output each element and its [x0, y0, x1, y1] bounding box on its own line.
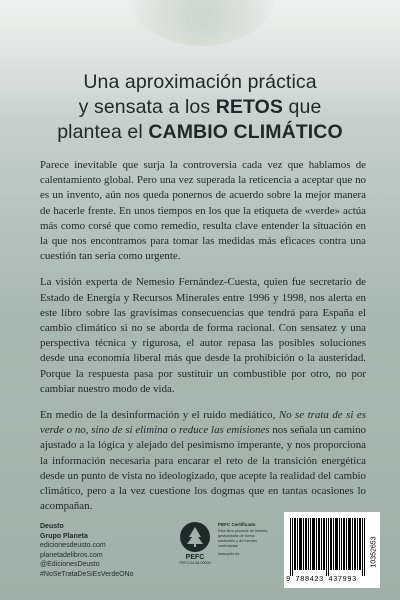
publisher-info [40, 522, 170, 580]
headline-cambio-climatico: CAMBIO CLIMÁTICO [148, 121, 343, 143]
pefc-url: www.pefc.es [218, 552, 240, 556]
pefc-title: PEFC Certificado [218, 522, 256, 527]
globe-image [128, 0, 276, 46]
pefc-label: PEFC [185, 554, 205, 561]
publisher-link: edicionesdeusto.com [40, 542, 106, 550]
blurb [40, 158, 366, 514]
barcode-code [368, 522, 378, 582]
pefc-statement [218, 522, 268, 557]
headline-line-2: y sensata a los RETOS que [78, 96, 322, 118]
headline-retos: RETOS [215, 96, 284, 118]
pefc-logo [176, 522, 214, 574]
pefc-cert-id: PEFC/14-38-00005 [179, 561, 211, 565]
headline-line-3: plantea el CAMBIO CLIMÁTICO [57, 121, 343, 143]
publisher-hashtag: #NoSeTrataDeSiEsVerdeONo [40, 570, 134, 578]
blurb-paragraph-3: En medio de la desinformación y el ruido mediático, No se trata de si es verde o no, sino de si elimina o reduce las emisiones nos señala un camino ajustado a la lógica y alejado del pesimismo imperante, y nos proporciona la información necesaria para encarar el reto de la transición energética desde un punto de vista no ideologizado, que acepte la realidad del cambio climático, pero a la vez cuestione los dogmas que en tantas ocasiones lo acompañan. [40, 409, 366, 513]
blurb-paragraph-1: Parece inevitable que surja la controversia cada vez que hablamos de calentamiento global. Pero una vez superada la reticencia a aceptar que no es un invento, aún nos queda ponernos de acuerdo sobre la mejor manera de hacerle frente. En unos tiempos en los que la etiqueta de «verde» actúa más como corsé que como remedio, resulta clave entender la situación en la que nos encontramos para tomar las medidas más eficaces contra una cuestión tan seria como urgente. [40, 159, 366, 263]
publisher-link: planetadelibros.com [40, 551, 103, 559]
headline-line-1: Una aproximación práctica [83, 71, 317, 93]
publisher-name: Deusto [40, 523, 64, 530]
publisher-social: @EdicionesDeusto [40, 561, 100, 569]
headline [20, 70, 380, 145]
blurb-paragraph-2: La visión experta de Nemesio Fernández-Cuesta, quien fue secretario de Estado de Energía y Recursos Minerales entre 1996 y 1998, nos alerta en este libro sobre las gravísimas consecuencias que tendrá para España el cambio climático si no se aborda de forma racional. Con sensatez y una perspectiva técnica y rigurosa, el autor repasa las posibles soluciones desde una economía liberal más que desde la prohibición o la austeridad. Porque la respuesta pasa por sustituir un combustible por otro, no por cambiar nuestro modo de vida. [40, 276, 366, 395]
pefc-text: Este libro procede de fuentes gestionadas de forma sostenible y de fuentes controladas [218, 529, 268, 548]
isbn-barcode [284, 512, 380, 588]
book-title-italic: No se trata de si es verde o no, sino de si elimina o reduce las emisiones [40, 409, 366, 437]
pefc-tree-icon [180, 522, 210, 552]
publisher-group: Grupo Planeta [40, 532, 88, 540]
barcode-bars [290, 518, 366, 578]
barcode-code-text: 10352653 [370, 536, 378, 568]
barcode-digits: 9 788423 437993 [286, 576, 357, 584]
